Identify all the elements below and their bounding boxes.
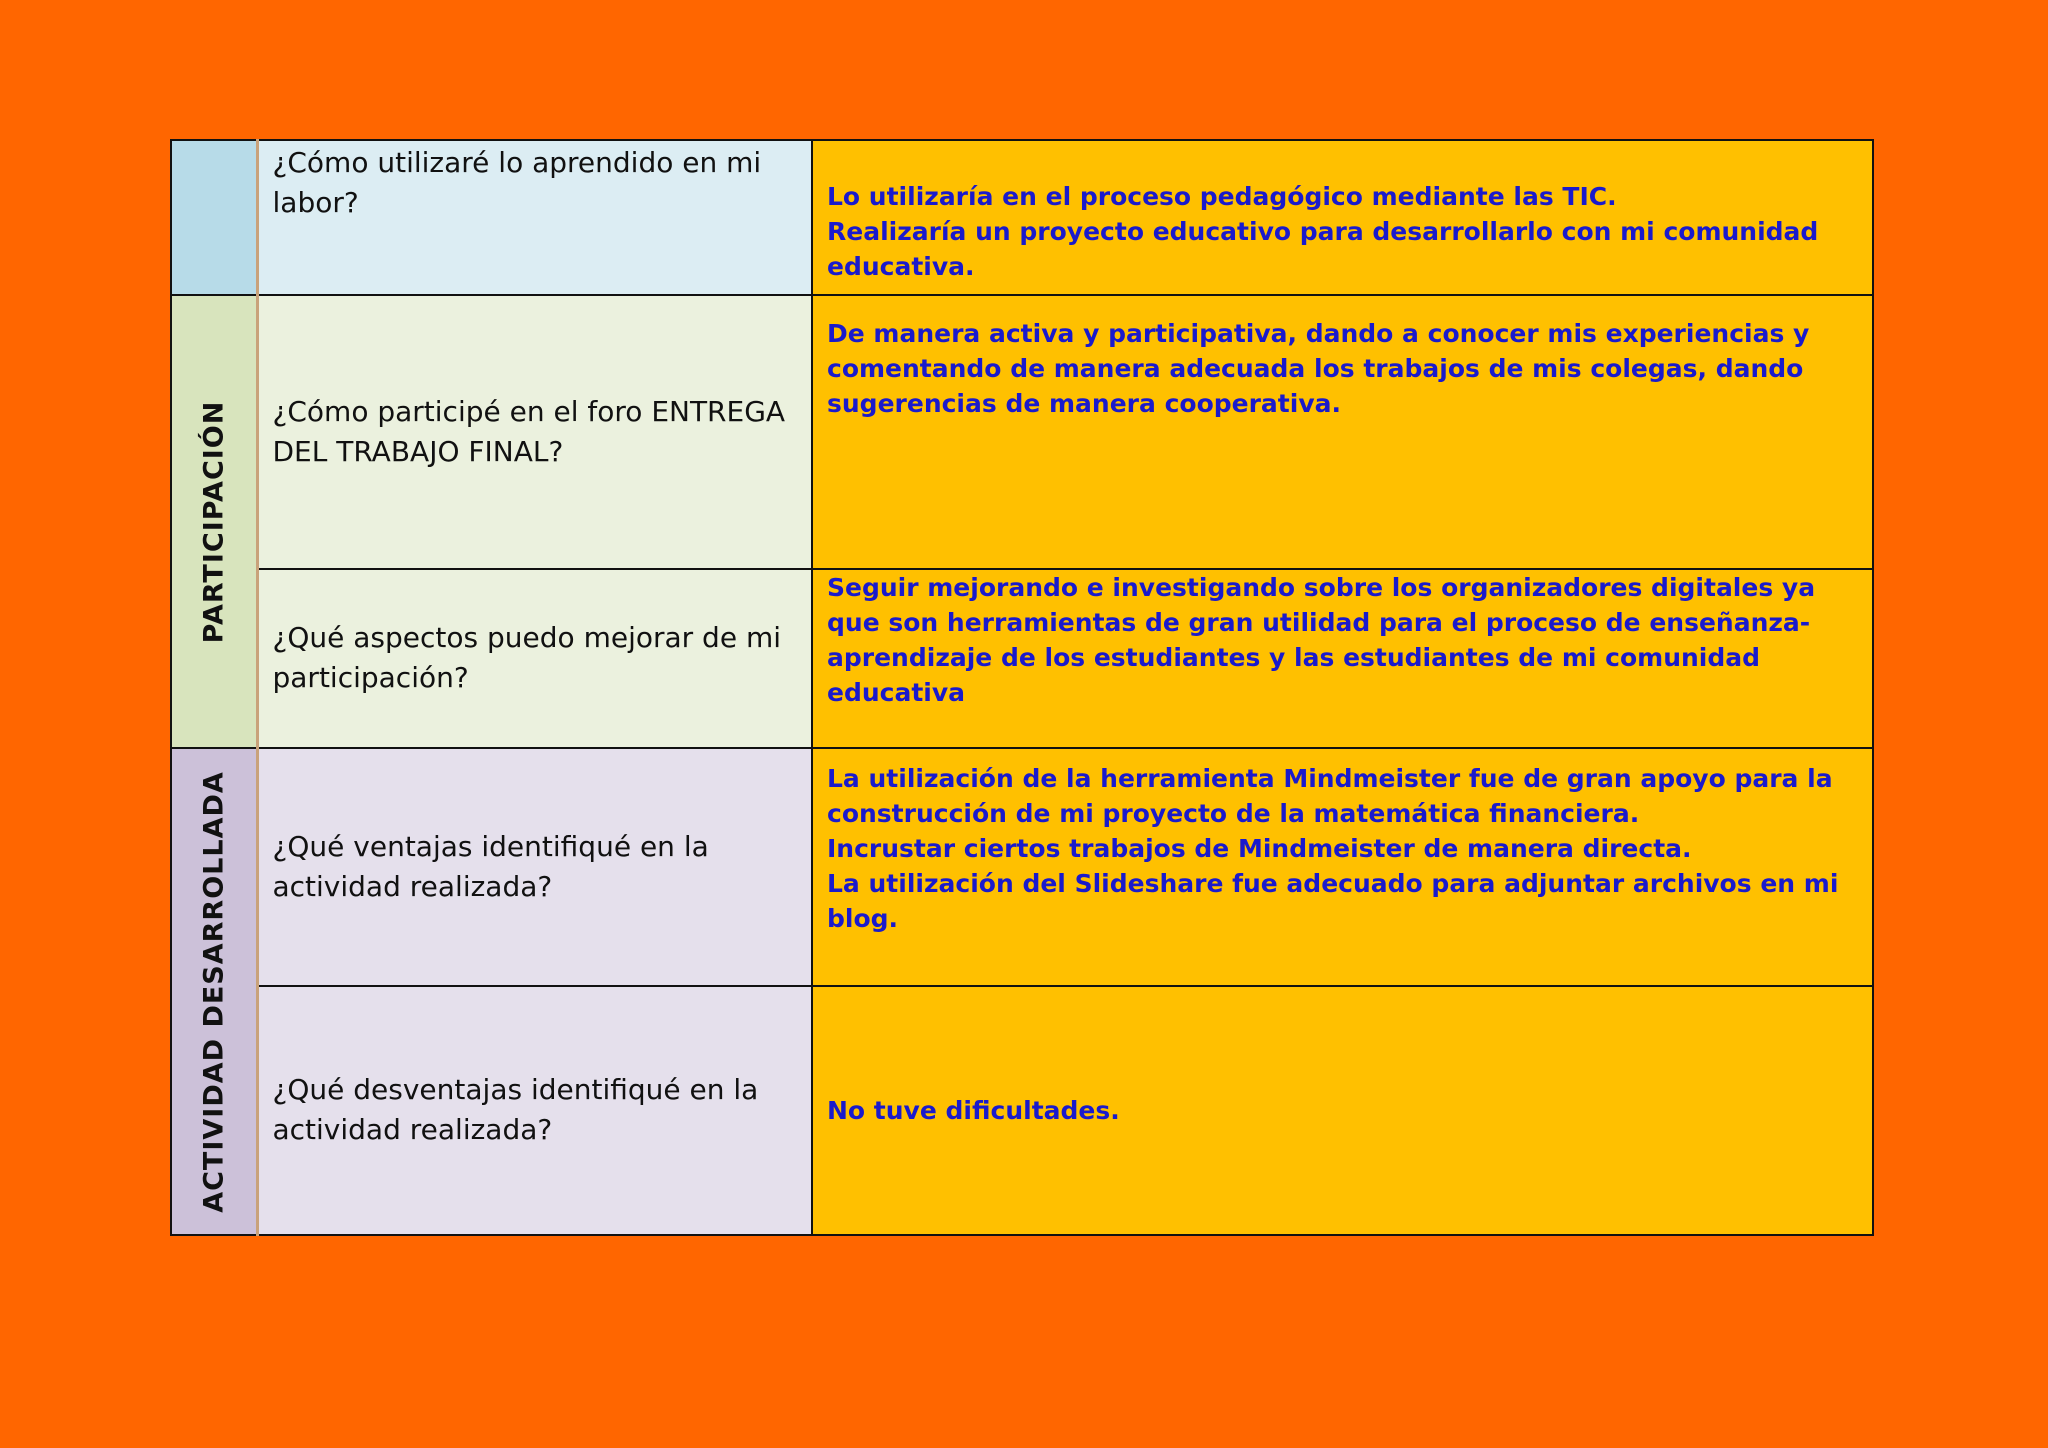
- answer-cell: [812, 140, 1873, 295]
- question-text: ¿Qué aspectos puedo mejorar de mi participación?: [272, 621, 782, 695]
- category-cell-participation: [171, 295, 257, 748]
- answer-line: Seguir mejorando e investigando sobre los organizadores digitales ya que son herramientas de gran utilidad para el proceso de enseñanza-aprendizaje de los estudiantes y las estudiantes de mi comunidad educativa: [827, 572, 1816, 707]
- question-cell: [257, 748, 812, 985]
- category-cell-activity: [171, 748, 257, 1235]
- question-cell: [257, 569, 812, 748]
- question-text: ¿Cómo utilizaré lo aprendido en mi labor?: [272, 146, 762, 219]
- answer-line: No tuve dificultades.: [827, 1095, 1120, 1125]
- answer-line: La utilización del Slideshare fue adecuado para adjuntar archivos en mi blog.: [827, 869, 1839, 934]
- table-row: [171, 295, 1873, 568]
- category-cell-blank: [171, 140, 257, 295]
- answer-cell: [812, 569, 1873, 748]
- question-cell: [257, 140, 812, 295]
- question-cell: [257, 295, 812, 568]
- table-row: [171, 748, 1873, 985]
- answer-cell: [812, 986, 1873, 1236]
- table-row: [171, 569, 1873, 748]
- reflection-table: [170, 139, 1874, 1236]
- answer-cell: [812, 295, 1873, 568]
- answer-line: De manera activa y participativa, dando a conocer mis experiencias y comentando de manera adecuada los trabajos de mis colegas, dando sugerencias de manera cooperativa.: [827, 319, 1810, 419]
- answer-cell: [812, 748, 1873, 985]
- question-text: ¿Qué desventajas identifiqué en la actividad realizada?: [272, 1073, 759, 1147]
- question-text: ¿Cómo participé en el foro ENTREGA DEL TRABAJO FINAL?: [272, 395, 786, 469]
- answer-line: Lo utilizaría en el proceso pedagógico mediante las TIC.: [827, 182, 1617, 211]
- answer-line: Incrustar ciertos trabajos de Mindmeister de manera directa.: [827, 834, 1692, 864]
- table-row: [171, 986, 1873, 1236]
- question-cell: [257, 986, 812, 1236]
- answer-line: La utilización de la herramienta Mindmeister fue de gran apoyo para la construcción de mi proyecto de la matemática financiera.: [827, 764, 1833, 829]
- category-label: ACTIVIDAD DESARROLLADA: [198, 770, 230, 1213]
- table-row: [171, 140, 1873, 295]
- question-text: ¿Qué ventajas identifiqué en la actividad realizada?: [272, 829, 709, 903]
- category-label: PARTICIPACIÓN: [198, 400, 230, 644]
- answer-line: Realizaría un proyecto educativo para desarrollarlo con mi comunidad educativa.: [827, 217, 1819, 281]
